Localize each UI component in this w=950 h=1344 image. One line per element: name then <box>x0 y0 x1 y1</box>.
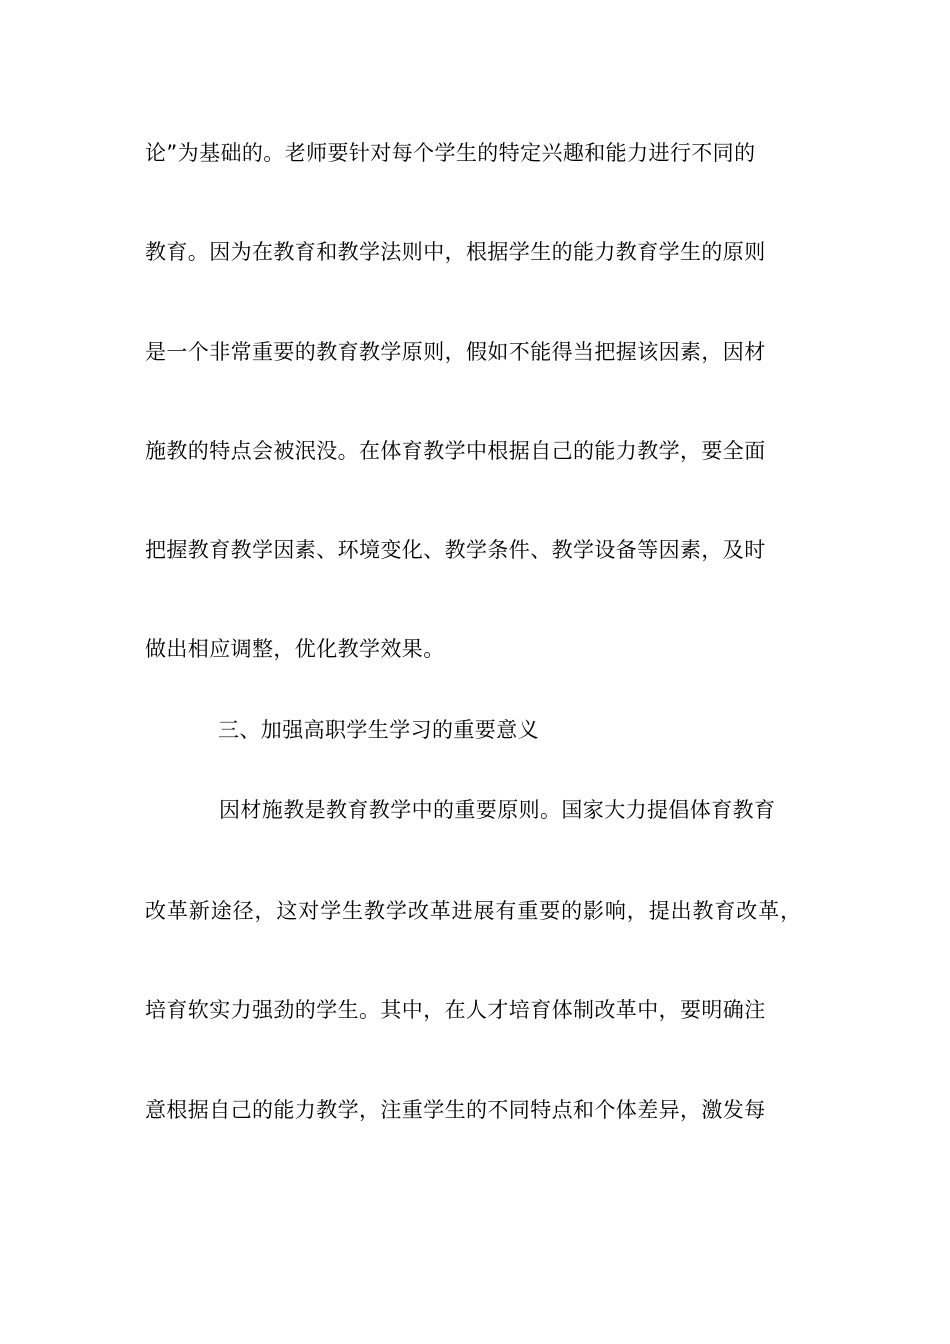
paragraph-line: 培育软实力强劲的学生。其中，在人才培育体制改革中，要明确注 <box>145 998 766 1022</box>
paragraph-line: 改革新途径，这对学生教学改革进展有重要的影响，提出教育改革， <box>145 899 802 923</box>
paragraph-line: 论”为基础的。老师要针对每个学生的特定兴趣和能力进行不同的 <box>145 141 756 165</box>
paragraph-line: 做出相应调整，优化教学效果。 <box>145 637 445 661</box>
paragraph-line: 是一个非常重要的教育教学原则，假如不能得当把握该因素，因材 <box>145 340 766 364</box>
paragraph-line: 意根据自己的能力教学，注重学生的不同特点和个体差异，激发每 <box>145 1098 766 1122</box>
paragraph-line: 把握教育教学因素、环境变化、教学条件、教学设备等因素，及时 <box>145 538 766 562</box>
paragraph-line: 施教的特点会被泯没。在体育教学中根据自己的能力教学，要全面 <box>145 439 766 463</box>
paragraph-line: 因材施教是教育教学中的重要原则。国家大力提倡体育教育 <box>219 798 776 822</box>
paragraph-line: 教育。因为在教育和教学法则中，根据学生的能力教育学生的原则 <box>145 240 766 264</box>
section-heading: 三、加强高职学生学习的重要意义 <box>218 718 539 742</box>
